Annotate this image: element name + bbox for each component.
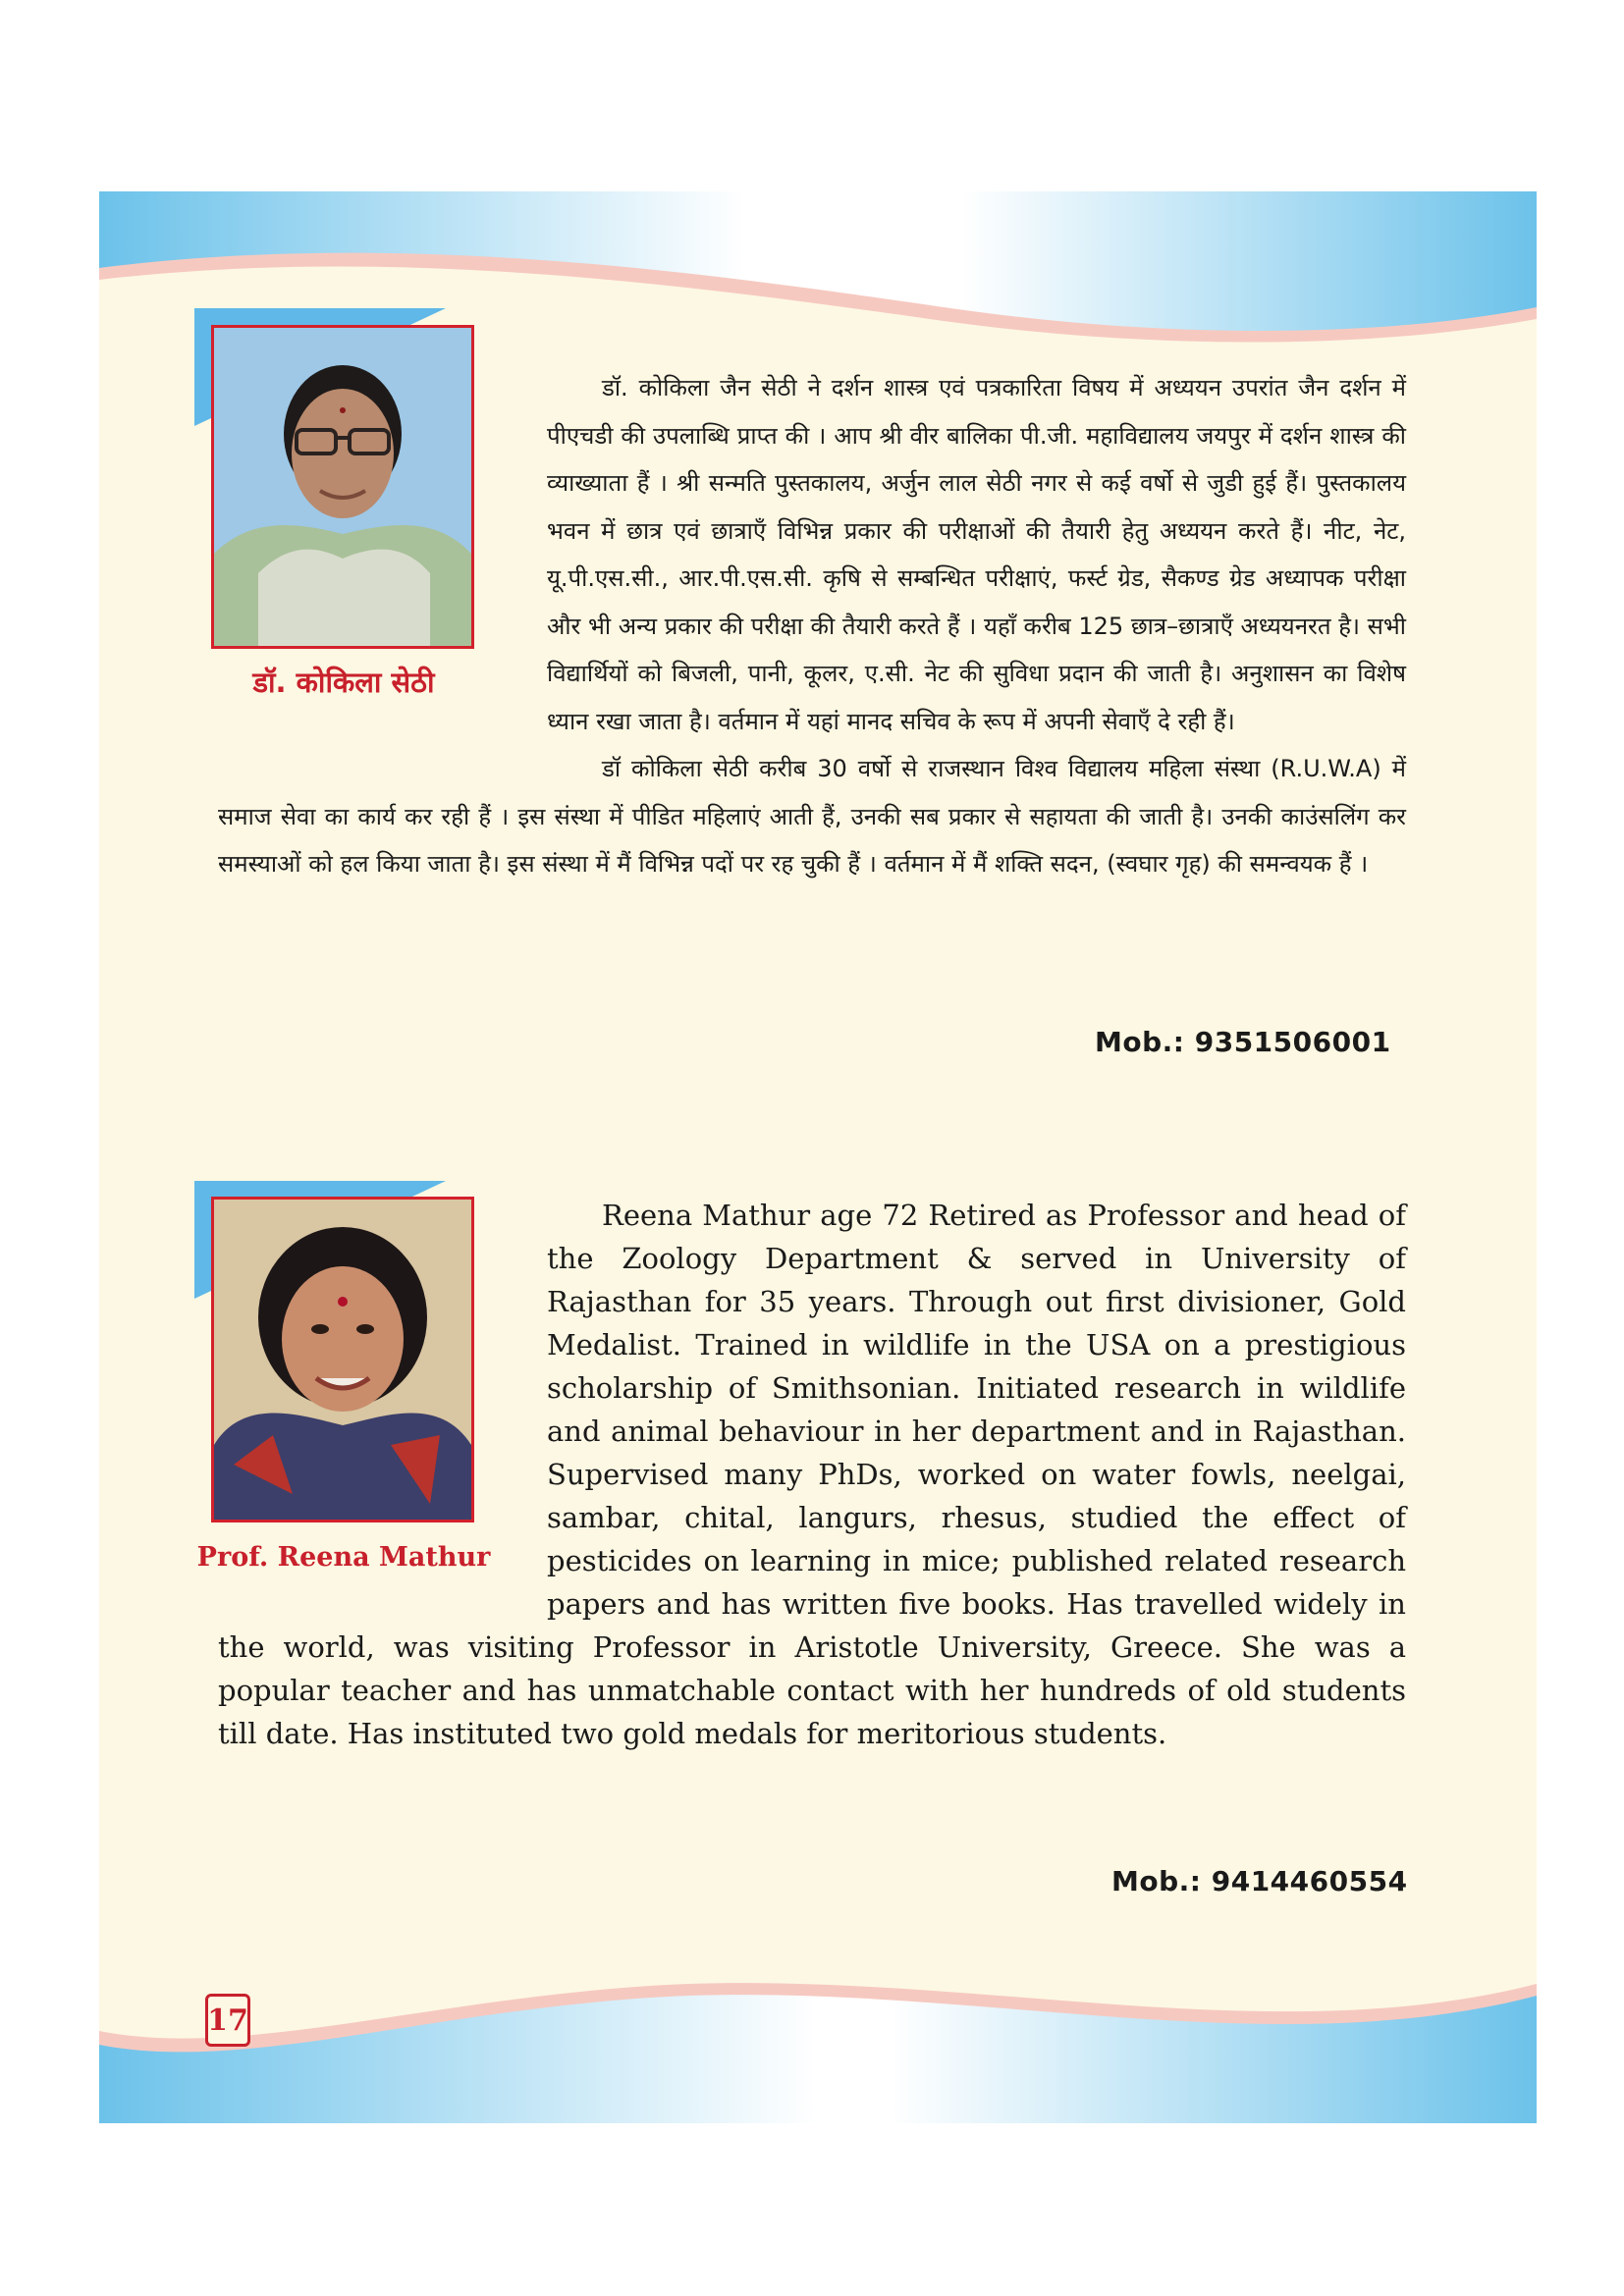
text-wrap-spacer — [218, 364, 547, 749]
bio-paragraph: डॉ. कोकिला जैन सेठी ने दर्शन शास्त्र एवं पत्रकारिता विषय में अध्ययन उपरांत जैन दर्शन में पीएचडी की उपलाब्धि प्राप्त की । आप श्री वीर बालिका पी.जी. महाविद्यालय जयपुर में दर्शन शास्त्र की व्याख्याता हैं । श्री सन्मति पुस्तकालय, अर्जुन लाल सेठी नगर से कई वर्षो से जुडी हुई हैं। पुस्तकालय भवन में छात्र एवं छात्राएँ विभिन्न प्रकार की परीक्षाओं की तैयारी हेतु अध्ययन करते हैं। नीट, नेट, यू.पी.एस.सी., आर.पी.एस.सी. कृषि से सम्बन्धित परीक्षाएं, फर्स्ट ग्रेड, सैकण्ड ग्रेड अध्यापक परीक्षा और भी अन्य प्रकार की परीक्षा की तैयारी करते हैं । यहॉं करीब 125 छात्र–छात्राएँ अध्ययनरत है। सभी विद्यार्थियों को बिजली, पानी, कूलर, ए.सी. नेट की सुविधा प्रदान की जाती है। अनुशासन का विशेष ध्यान रखा जाता है। वर्तमान में यहां मानद सचिव के रूप में अपनी सेवाएँ दे रही हैं। — [547, 374, 1406, 735]
bio-paragraph: Reena Mathur age 72 Retired as Professor and head of the Zoology Department & served in University of Rajasthan for 35 years. Through out first divisioner, Gold Medalist. Trained in wildlife in the USA on a prestigious scholarship of Smithsonian. Initiated research in wildlife and animal behaviour in her department and in Rajasthan. Supervised many PhDs, worked on water fowls, neelgai, sambar, chital, langurs, rhesus, studied the effect of pesticides on learning in mice; published related research papers and has written five books. Has travelled widely in the world, was visiting Professor in Aristotle University, Greece. She was a popular teacher and has unmatchable contact with her hundreds of old students till date. Has instituted two gold medals for meritorious students. — [218, 1199, 1406, 1750]
mobile-number: Mob.: 9351506001 — [1095, 1026, 1391, 1058]
bio-paragraph: डॉ कोकिला सेठी करीब 30 वर्षो से राजस्थान विश्व विद्यालय महिला संस्था (R.U.W.A) में समाज सेवा का कार्य कर रही हैं । इस संस्था में पीडित महिलाएं आती हैं, उनकी सब प्रकार से सहायता की जाती है। उनकी काउंसलिंग कर समस्याओं को हल किया जाता है। इस संस्था में मैं विभिन्न पदों पर रह चुकी हैं । वर्तमान में मैं शक्ति सदन, (स्वघार गृह) की समन्वयक हैं । — [218, 755, 1406, 878]
profile-caption: डॉ. कोकिला सेठी — [252, 666, 435, 699]
profile-bio-hindi — [218, 364, 1406, 888]
mobile-number: Mob.: 9414460554 — [1111, 1865, 1408, 1897]
bottom-wave-banner — [99, 1956, 1537, 2123]
page-number: 17 — [205, 1994, 250, 2047]
profile-caption: Prof. Reena Mathur — [196, 1542, 491, 1573]
profile-bio-english — [218, 1194, 1406, 1755]
text-wrap-spacer — [218, 1194, 547, 1626]
